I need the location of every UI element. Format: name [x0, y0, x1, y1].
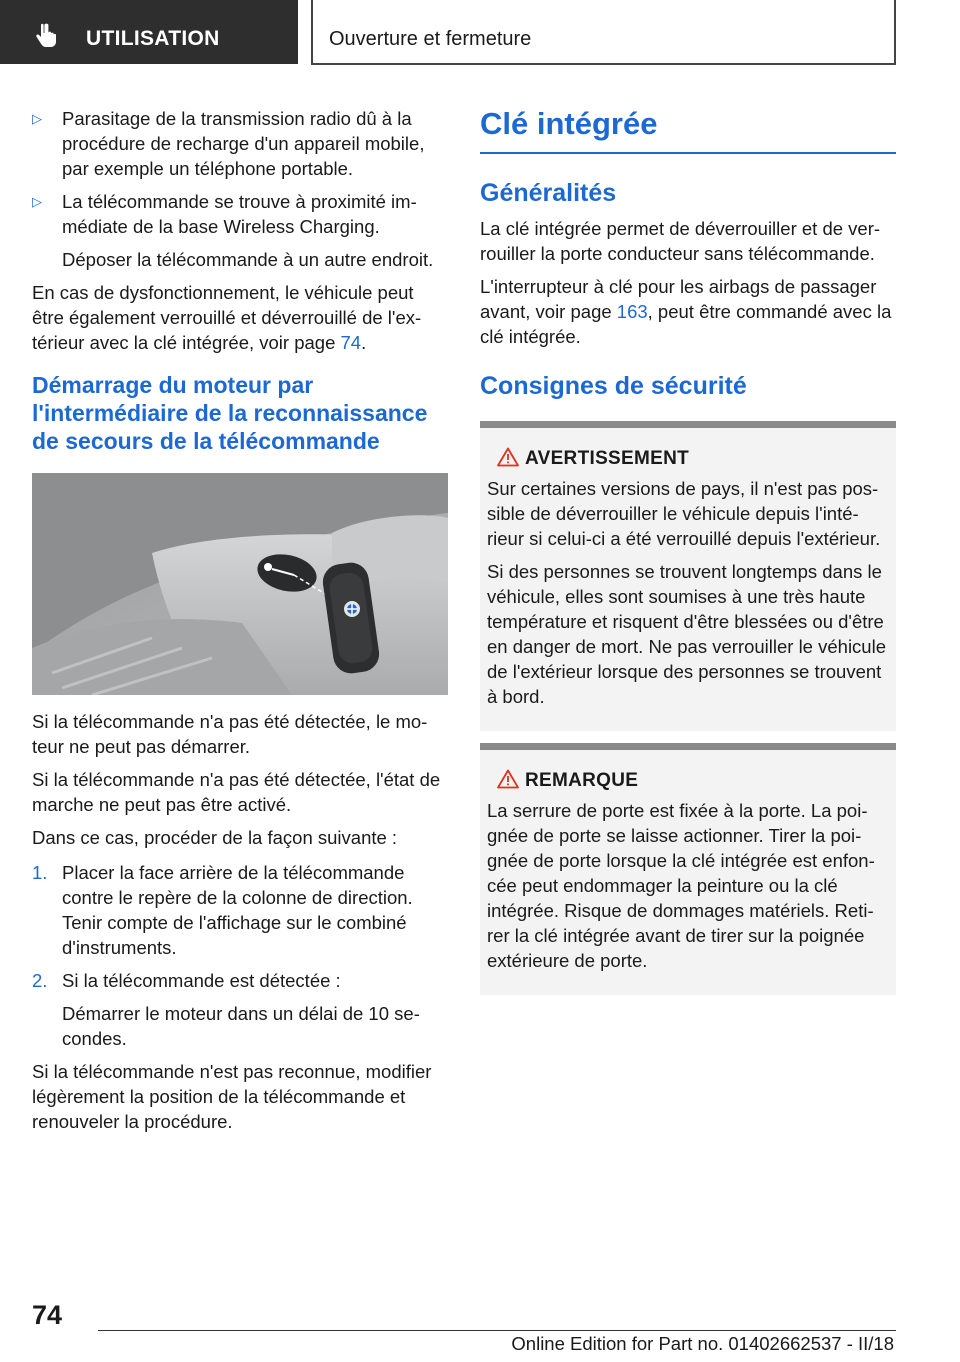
paragraph-end: , peut être commandé avec la clé intégrée.	[480, 301, 892, 347]
warning-box	[480, 421, 896, 731]
remark-title-text: REMARQUE	[525, 770, 639, 791]
remark-box	[480, 743, 896, 995]
warning-triangle-icon	[497, 769, 519, 789]
page-number: 74	[32, 1300, 63, 1330]
bullet-followup: Déposer la télécommande à un autre endroit.	[62, 249, 434, 270]
footer-divider	[98, 1330, 896, 1331]
warning-paragraph: Si des personnes se trouvent longtemps dans le véhicule, elles sont soumises à une très haute température et risquent d'être blessées ou d'être en danger de mort. Ne pas verrouiller le véhicule de l'extérieur lorsque des personnes se trouvent à bord.	[487, 561, 886, 707]
bullet-item	[32, 189, 448, 239]
warning-title	[487, 446, 888, 472]
page-link-163[interactable]: 163	[616, 301, 648, 322]
step-number: 2.	[32, 970, 48, 991]
bullet-text: La télécommande se trouve à proximité im‐médiate de la base Wireless Charging.	[62, 191, 417, 237]
paragraph-not-recognized: Si la télécommande n'est pas reconnue, modifier légèrement la position de la télécommande et renouveler la procédure.	[32, 1061, 432, 1132]
paragraph-integrated-key: La clé intégrée permet de déverrouiller et de ver‐rouiller la porte conducteur sans télécommande.	[480, 218, 881, 264]
step-followup: Démarrer le moteur dans un délai de 10 se‐condes.	[62, 1003, 420, 1049]
step-text: Placer la face arrière de la télécommande contre le repère de la colonne de direction. Tenir compte de l'affichage sur le combiné d'instruments.	[62, 862, 413, 958]
paragraph-text: L'interrupteur à clé pour les airbags de passager avant, voir page	[480, 276, 877, 322]
paragraph-end: .	[361, 332, 367, 353]
triangle-bullet-icon: ▷	[32, 111, 42, 126]
bullet-text: Parasitage de la transmission radio dû à la procédure de recharge d'un appareil mobile, par exemple un téléphone portable.	[62, 108, 425, 179]
section-title: UTILISATION	[86, 27, 220, 50]
paragraph-not-detected: Si la télécommande n'a pas été détectée, le mo‐teur ne peut pas démarrer.	[32, 711, 428, 757]
footer-edition: Online Edition for Part no. 01402662537 - II/18	[511, 1333, 894, 1354]
chapter-title: Ouverture et fermeture	[329, 28, 532, 50]
hand-pointer-icon	[34, 22, 62, 50]
step-text: Si la télécommande est détectée :	[62, 970, 341, 991]
paragraph-state-not-activated: Si la télécommande n'a pas été détectée, l'état de marche ne peut pas être activé.	[32, 769, 441, 815]
step-item	[32, 968, 448, 993]
header-chapter-tab	[311, 0, 896, 65]
subheading-safety: Consignes de sécurité	[480, 372, 747, 400]
remark-paragraph: La serrure de porte est fixée à la porte. La poi‐gnée de porte se laisse actionner. Tirer la poi‐gnée de porte lorsque la clé intégrée est enfon‐cée peut endommager la peinture ou la clé intégrée. Risque de dommages matériels. Reti‐rer la clé intégrée avant de tirer sur la poignée extérieure de porte.	[487, 800, 875, 971]
header-section-tab	[0, 0, 298, 64]
key-fob-steering-column-photo	[32, 473, 448, 695]
paragraph-malfunction	[32, 280, 448, 355]
section-heading-emergency-start: Démarrage du moteur par l'intermédiaire de la reconnaissance de secours de la télécommande	[32, 372, 428, 454]
warning-triangle-icon	[497, 447, 519, 467]
warning-title-text: AVERTISSEMENT	[525, 448, 690, 469]
left-column	[32, 106, 448, 1142]
page-title: Clé intégrée	[480, 106, 896, 154]
paragraph-text: En cas de dysfonctionnement, le véhicule peut être également verrouillé et déverrouillé de l'ex‐térieur avec la clé intégrée, voir page	[32, 282, 422, 353]
paragraph-airbag-switch	[480, 274, 896, 349]
step-number: 1.	[32, 862, 48, 883]
step-item	[32, 860, 448, 960]
page-link-74[interactable]: 74	[340, 332, 362, 353]
right-column	[480, 106, 896, 995]
subheading-generalities: Généralités	[480, 179, 617, 207]
paragraph-procedure-intro: Dans ce cas, procéder de la façon suivante :	[32, 827, 398, 848]
remark-title	[487, 768, 888, 794]
triangle-bullet-icon: ▷	[32, 194, 42, 209]
warning-paragraph: Sur certaines versions de pays, il n'est pas pos‐sible de déverrouiller le véhicule depuis l'inté‐rieur si celui-ci a été verrouillé depuis l'extérieur.	[487, 478, 881, 549]
bullet-item	[32, 106, 448, 181]
